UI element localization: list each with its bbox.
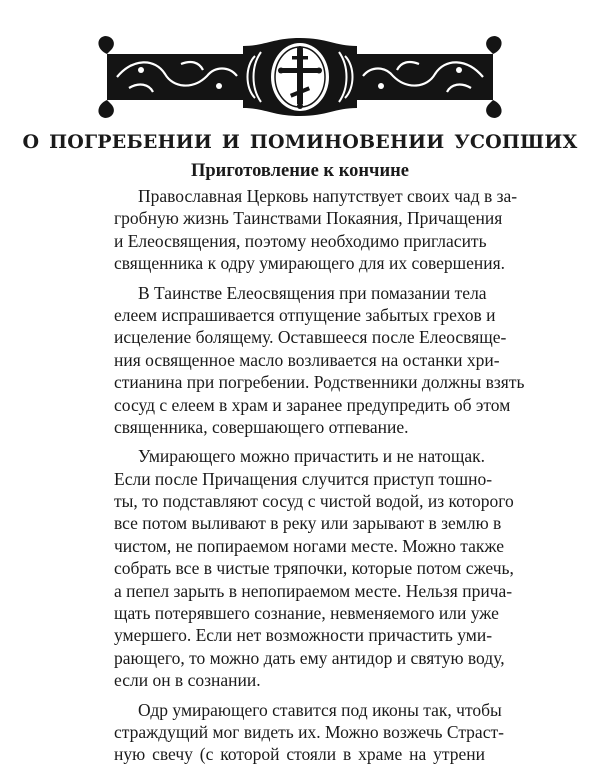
section-heading: Приготовление к кончине [191,161,409,181]
text-line: исцеление болящему. Оставшееся после Елеосвяще- [114,327,507,348]
paragraph [114,445,514,691]
text-line: Умирающего можно причастить и не натощак. [138,446,486,467]
text-line: чистом, не попираемом ногами месте. Можно также [114,535,505,556]
body-text [114,185,525,773]
text-line: В Таинстве Елеосвящения при помазании тела [138,282,487,303]
text-line: Если после Причащения случится приступ тошно- [114,468,493,489]
text-line: стианина при погребении. Родственники должны взять [114,372,525,393]
text-line: страждущий мог видеть их. Можно возжечь Страст- [114,721,504,742]
paragraph [114,282,525,439]
text-line: собрать все в чистые тряпочки, которые потом сжечь, [114,558,514,579]
chapter-title: О ПОГРЕБЕНИИ И ПОМИНОВЕНИИ УСОПШИХ [22,131,578,153]
text-line: Православная Церковь напутствует своих чад в за- [138,186,518,206]
text-line: елеем испрашивается отпущение забытых грехов и [114,304,496,325]
text-line: ния освященное масло возливается на останки хри- [114,349,500,370]
text-line: если он в сознании. [114,670,261,691]
text-line: все потом выливают в реку или зарывают в землю в [114,513,502,534]
text-line: ную свечу (с которой стояли в храме на утрени [114,744,485,765]
orthodox-cross-ornament-icon [95,36,505,118]
text-line: щать потерявшего сознание, невменяемого или уже [114,603,499,624]
text-line: Одр умирающего ставится под иконы так, чтобы [138,699,502,720]
paragraph [114,699,504,766]
text-line: ты, то подставляют сосуд с чистой водой, из которого [114,491,514,512]
text-line: и Елеосвящения, поэтому необходимо пригласить [114,230,487,251]
text-line: гробную жизнь Таинствами Покаяния, Причащения [114,208,503,229]
paragraph [114,185,518,275]
text-line: сосуд с елеем в храм и заранее предупредить об этом [114,394,511,415]
text-line: а пепел зарыть в непопираемом месте. Нельзя прича- [114,580,513,601]
text-line: священника, совершающего отпевание. [114,416,409,437]
text-line: рающего, то можно дать ему антидор и святую воду, [114,647,505,668]
text-line: священника к одру умирающего для их совершения. [114,253,506,274]
text-line: умершего. Если нет возможности причастить уми- [114,625,493,646]
